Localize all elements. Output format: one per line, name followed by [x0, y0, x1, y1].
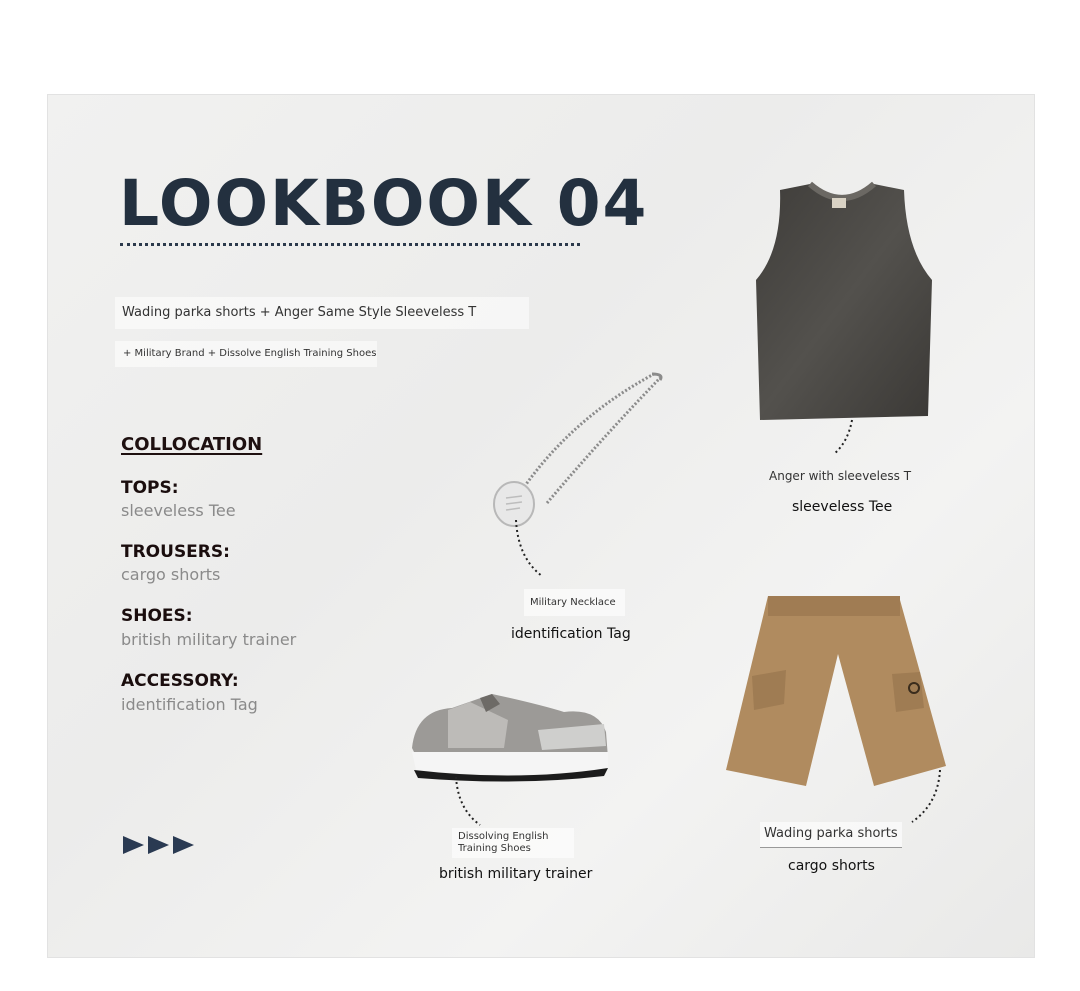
tee-name: sleeveless Tee [792, 499, 893, 515]
accessory-value: identification Tag [121, 695, 258, 714]
page-title: LOOKBOOK 04 [119, 167, 649, 240]
sneaker-caption-line-2: Training Shoes [458, 843, 531, 854]
shorts-pointer-line [908, 768, 943, 826]
sneaker-pointer-line [452, 775, 492, 830]
subtitle-line-2: + Military Brand + Dissolve English Training Shoes [115, 341, 377, 367]
necklace-caption: Military Necklace [524, 589, 625, 616]
sneaker-name: british military trainer [439, 866, 593, 882]
accessory-label: ACCESSORY: [121, 671, 239, 691]
tee-pointer-line [830, 418, 860, 458]
shoes-label: SHOES: [121, 606, 193, 626]
trousers-label: TROUSERS: [121, 542, 230, 562]
play-arrow-icon[interactable] [173, 836, 194, 854]
play-arrow-icon[interactable] [148, 836, 169, 854]
tops-label: TOPS: [121, 478, 179, 498]
shoes-value: british military trainer [121, 630, 297, 649]
collocation-heading: COLLOCATION [121, 434, 263, 455]
subtitle-line-1: Wading parka shorts + Anger Same Style Sleeveless T [115, 297, 529, 329]
cargo-shorts-image [724, 592, 949, 790]
trousers-value: cargo shorts [121, 565, 221, 584]
necklace-name: identification Tag [511, 626, 631, 642]
necklace-pointer-line [510, 518, 550, 580]
tee-caption: Anger with sleeveless T [769, 469, 912, 483]
play-arrow-icon[interactable] [123, 836, 144, 854]
shorts-caption: Wading parka shorts [760, 822, 902, 848]
sneaker-caption-line-1: Dissolving English [458, 831, 549, 842]
sneaker-image [408, 690, 613, 782]
title-divider [120, 243, 580, 246]
sneaker-caption [452, 828, 574, 858]
necklace-image [492, 368, 667, 533]
sleeveless-tee-image [750, 180, 940, 425]
tops-value: sleeveless Tee [121, 501, 236, 520]
shorts-name: cargo shorts [788, 858, 875, 874]
navigation-arrows[interactable] [123, 836, 194, 854]
